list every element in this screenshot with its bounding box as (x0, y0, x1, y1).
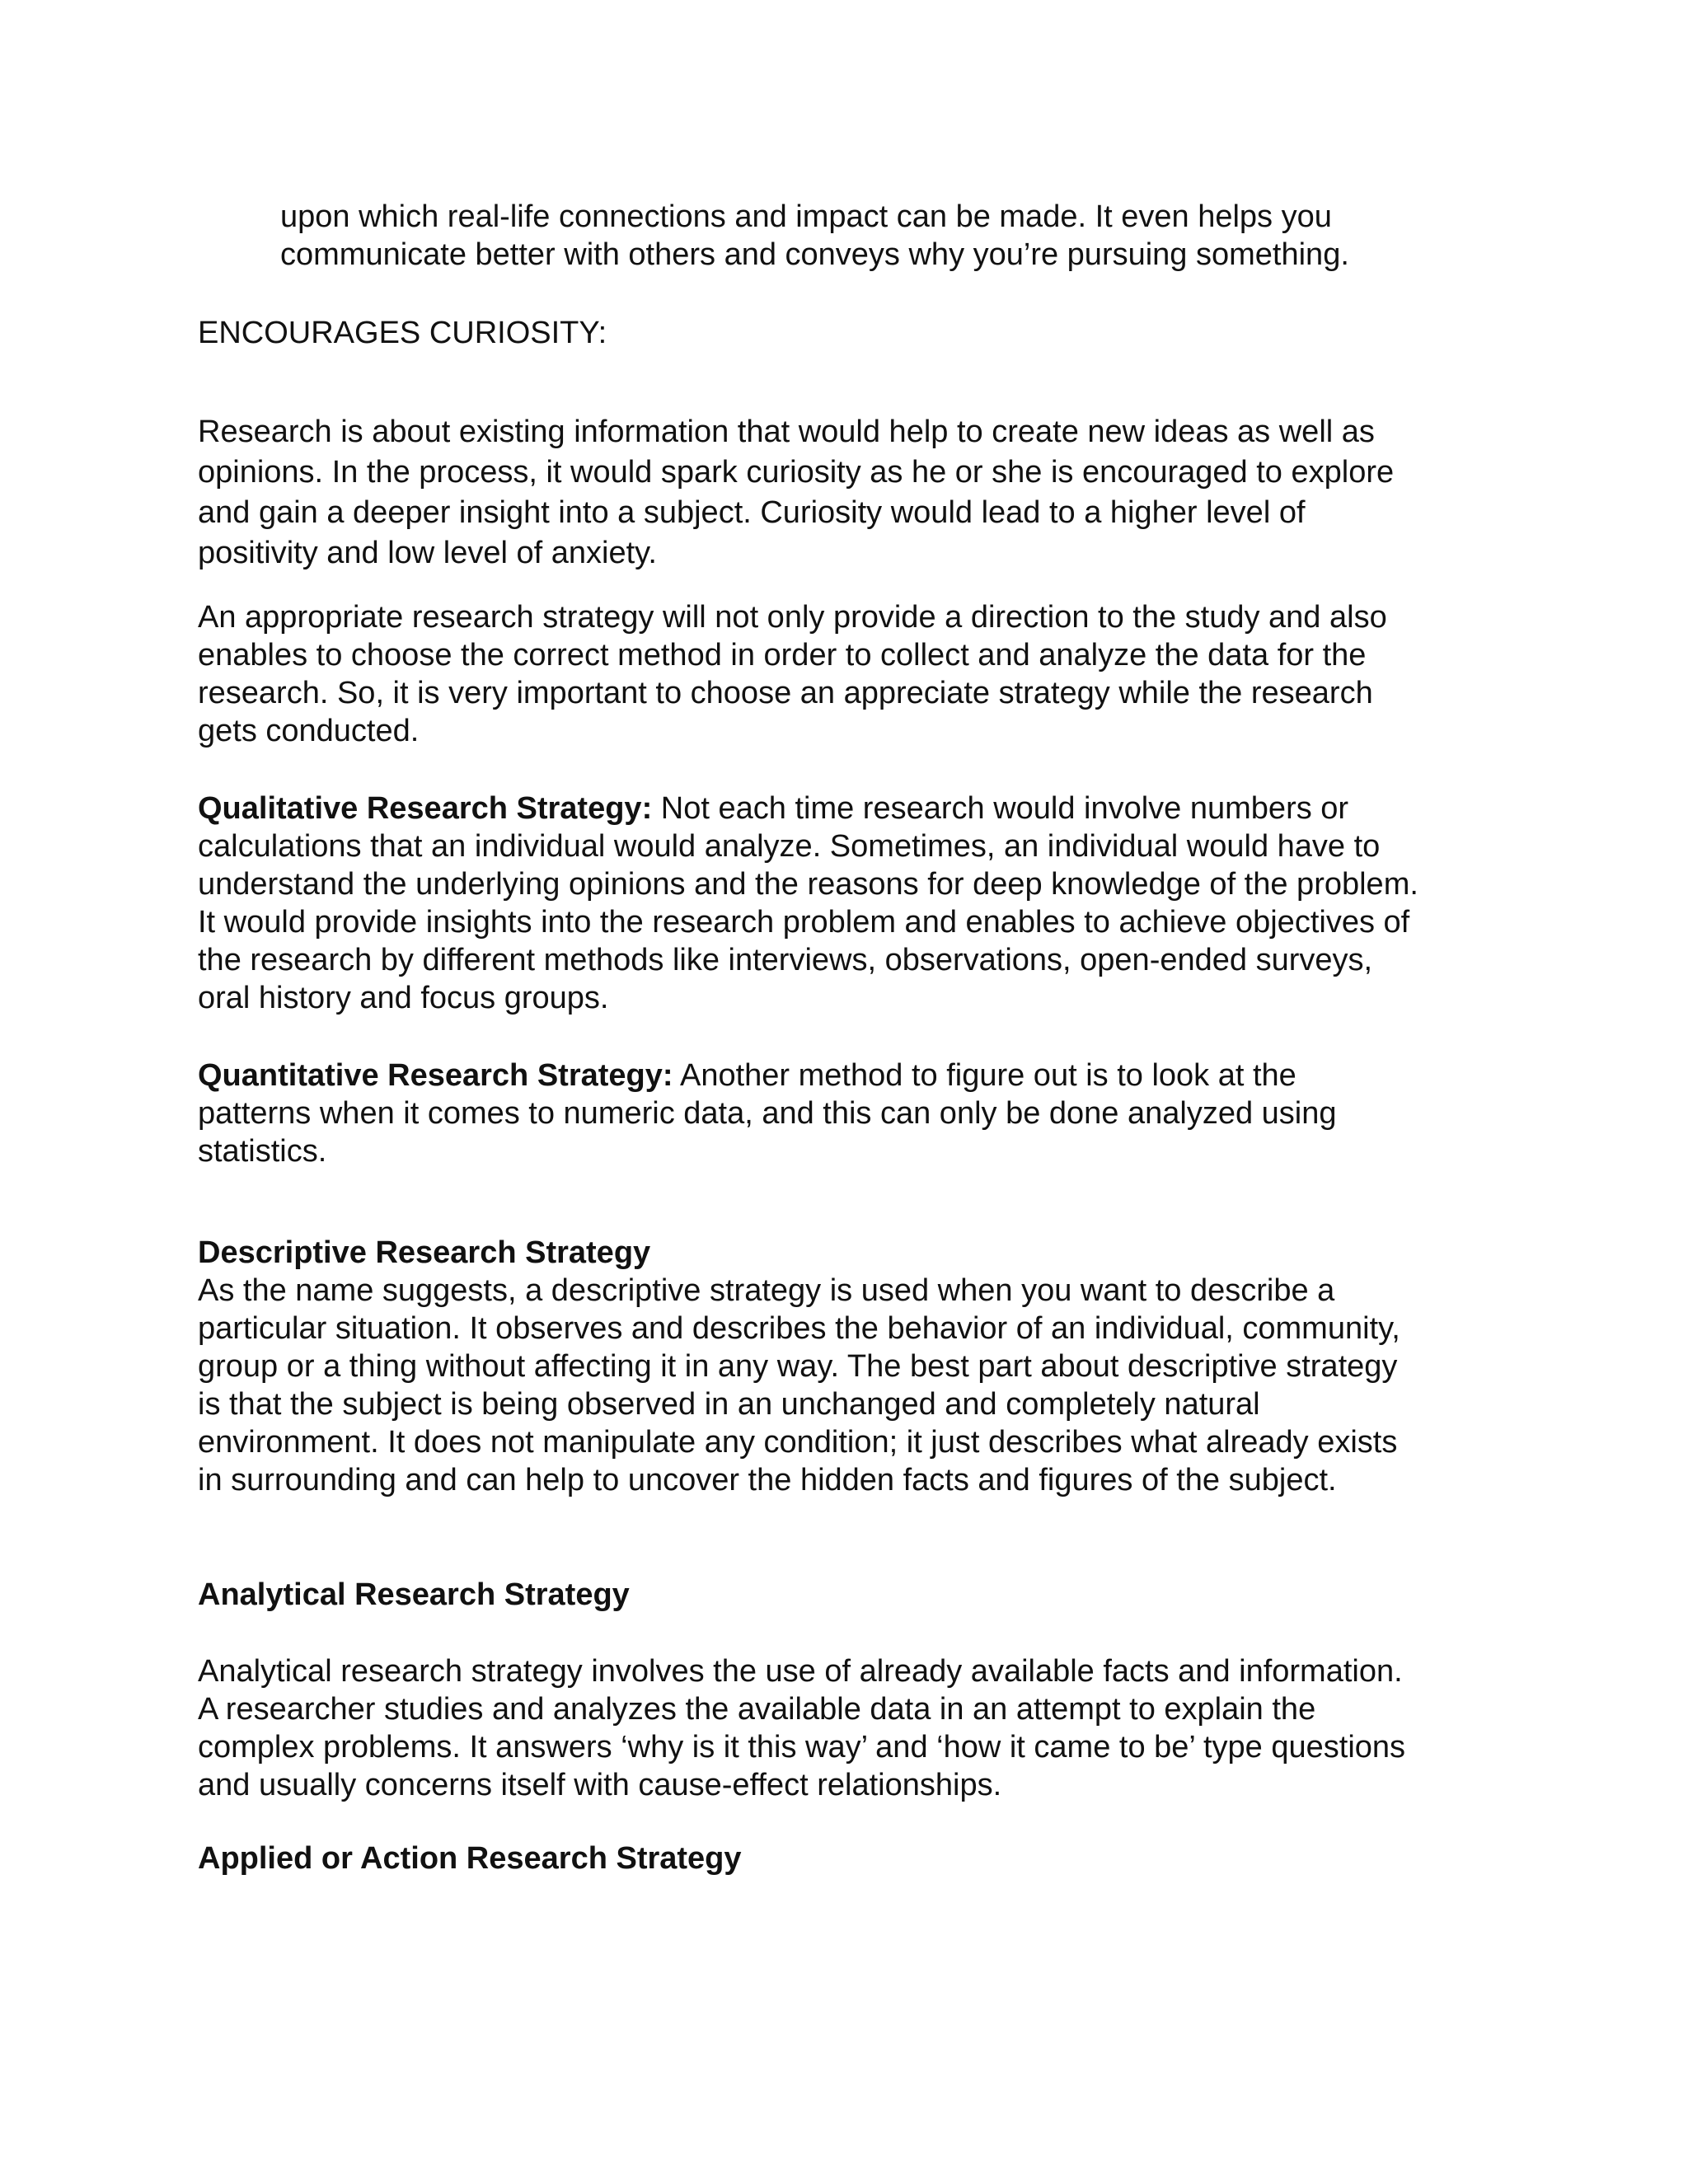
descriptive-heading: Descriptive Research Strategy (198, 1235, 651, 1270)
qualitative-line-3: understand the underlying opinions and the reasons for deep knowledge of the problem. (198, 867, 1418, 902)
analytical-line-4: and usually concerns itself with cause-effect relationships. (198, 1768, 1002, 1802)
intro-paragraph (280, 198, 1582, 274)
qualitative-first-line-rest: Not each time research would involve numbers or (652, 791, 1349, 826)
descriptive-section (198, 1234, 1500, 1499)
qualitative-term: Qualitative Research Strategy: (198, 791, 653, 826)
quantitative-line-2: patterns when it comes to numeric data, and this can only be done analyzed using (198, 1096, 1337, 1131)
descriptive-line-4: is that the subject is being observed in an unchanged and completely natural (198, 1387, 1260, 1422)
qualitative-line-4: It would provide insights into the research problem and enables to achieve objectives of (198, 905, 1410, 940)
curiosity-line-3: and gain a deeper insight into a subject. Curiosity would lead to a higher level of (198, 495, 1306, 530)
intro-line-1: upon which real-life connections and impact can be made. It even helps you (280, 199, 1332, 234)
strategy-line-2: enables to choose the correct method in order to collect and analyze the data for the (198, 638, 1367, 673)
qualitative-paragraph (198, 790, 1500, 1017)
strategy-line-4: gets conducted. (198, 714, 420, 748)
descriptive-line-1: As the name suggests, a descriptive strategy is used when you want to describe a (198, 1273, 1335, 1308)
descriptive-line-3: group or a thing without affecting it in any way. The best part about descriptive strategy (198, 1349, 1398, 1384)
applied-heading (198, 1840, 1500, 1877)
analytical-line-3: complex problems. It answers ‘why is it this way’ and ‘how it came to be’ type questions (198, 1730, 1406, 1765)
analytical-line-1: Analytical research strategy involves the use of already available facts and information. (198, 1654, 1403, 1689)
strategy-paragraph (198, 598, 1500, 750)
quantitative-first-line-rest: Another method to figure out is to look at the (673, 1058, 1296, 1093)
descriptive-line-6: in surrounding and can help to uncover the hidden facts and figures of the subject. (198, 1463, 1337, 1497)
applied-heading-text: Applied or Action Research Strategy (198, 1841, 742, 1876)
quantitative-term: Quantitative Research Strategy: (198, 1058, 673, 1093)
analytical-paragraph (198, 1652, 1500, 1804)
quantitative-paragraph (198, 1057, 1500, 1170)
quantitative-line-3: statistics. (198, 1134, 327, 1169)
qualitative-line-1 (198, 790, 1500, 827)
qualitative-line-5: the research by different methods like interviews, observations, open-ended surveys, (198, 943, 1373, 977)
curiosity-heading (198, 314, 1500, 352)
curiosity-line-2: opinions. In the process, it would spark curiosity as he or she is encouraged to explore (198, 455, 1395, 490)
descriptive-line-5: environment. It does not manipulate any condition; it just describes what already exists (198, 1425, 1398, 1460)
curiosity-paragraph (198, 412, 1500, 574)
strategy-line-1: An appropriate research strategy will not only provide a direction to the study and also (198, 600, 1387, 635)
quantitative-line-1 (198, 1057, 1500, 1094)
curiosity-line-1: Research is about existing information that would help to create new ideas as well as (198, 415, 1375, 449)
qualitative-line-2: calculations that an individual would analyze. Sometimes, an individual would have to (198, 829, 1381, 864)
analytical-heading-text: Analytical Research Strategy (198, 1577, 630, 1612)
curiosity-heading-text: ENCOURAGES CURIOSITY: (198, 316, 607, 350)
curiosity-line-4: positivity and low level of anxiety. (198, 536, 657, 570)
strategy-line-3: research. So, it is very important to choose an appreciate strategy while the research (198, 676, 1373, 710)
analytical-heading (198, 1576, 1500, 1614)
qualitative-line-6: oral history and focus groups. (198, 981, 609, 1015)
analytical-line-2: A researcher studies and analyzes the available data in an attempt to explain the (198, 1692, 1316, 1727)
intro-line-2: communicate better with others and conveys why you’re pursuing something. (280, 237, 1349, 272)
descriptive-line-2: particular situation. It observes and describes the behavior of an individual, community, (198, 1311, 1400, 1346)
